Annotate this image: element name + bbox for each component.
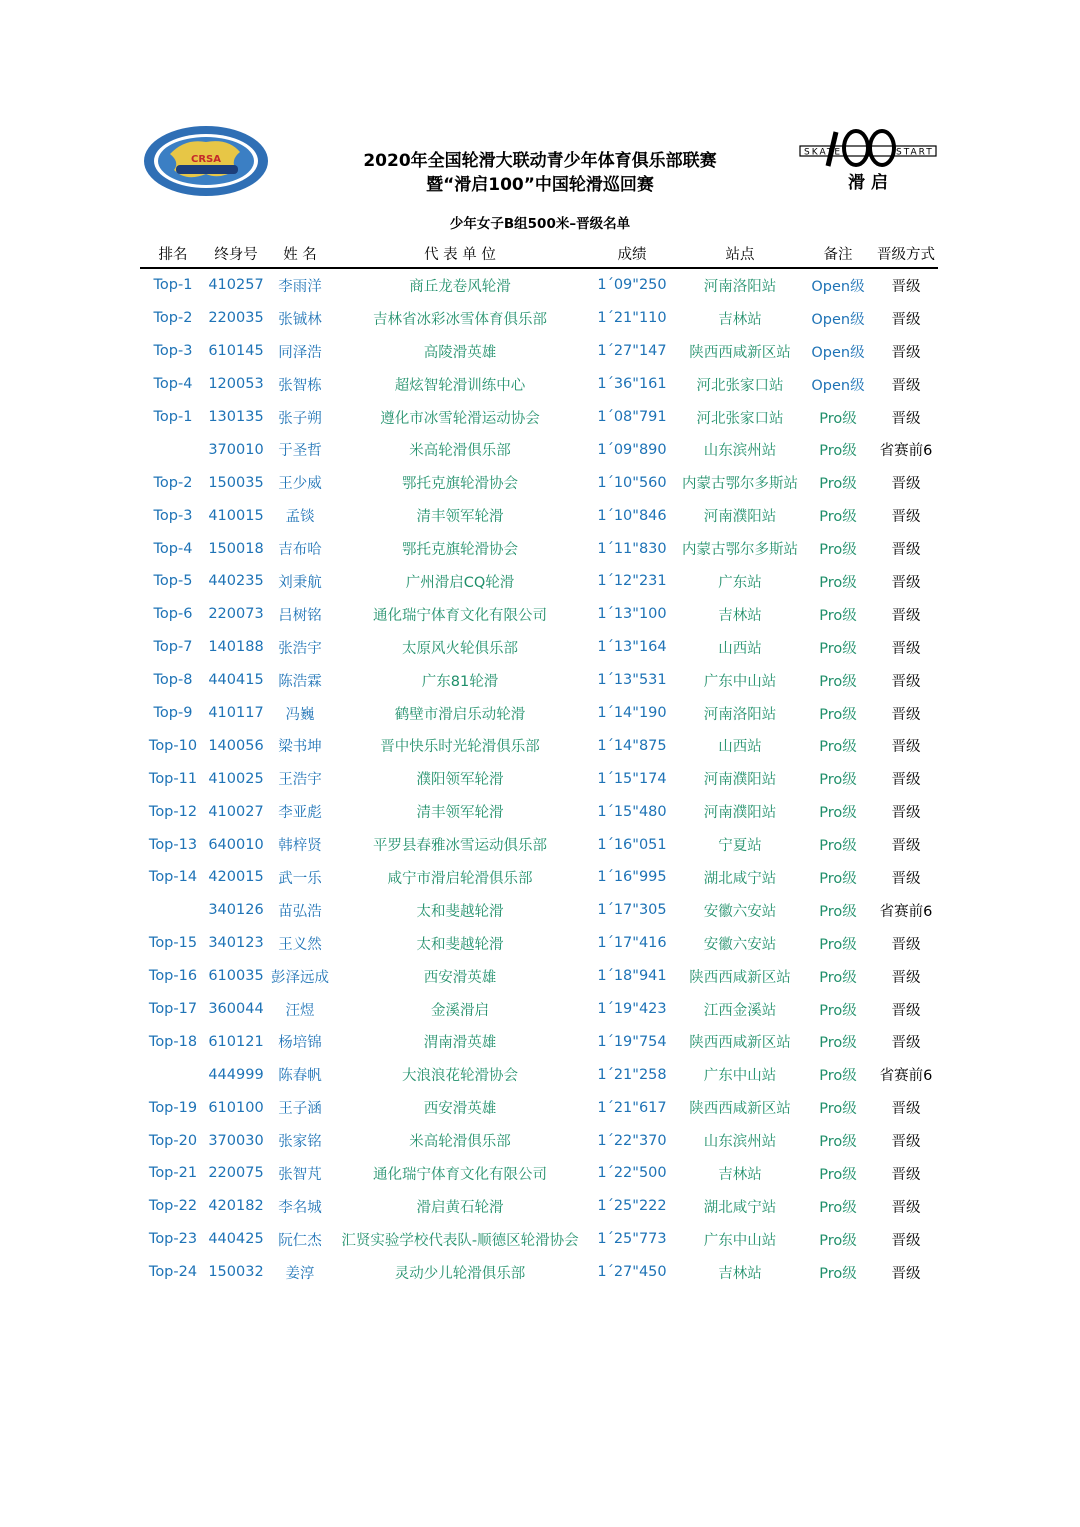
cell-result: 1´25"773 [597,1231,667,1248]
table-row [140,828,938,861]
cell-method: 省赛前6 [879,1068,933,1085]
cell-method: 晋级 [891,772,921,789]
cell-method: 晋级 [891,936,921,953]
svg-text:START: START [896,147,934,158]
cell-unit: 咸宁市滑启轮滑俱乐部 [387,870,533,887]
cell-name: 李名城 [278,1199,322,1216]
cell-method: 晋级 [891,640,921,657]
table-row [140,762,938,795]
cell-unit: 渭南滑英雄 [423,1035,497,1052]
col-header-rank: 排名 [140,239,206,268]
cell-station: 湖北咸宁站 [703,870,777,887]
cell-rank: Top-22 [148,1198,198,1215]
col-header-method: 晋级方式 [874,239,938,268]
cell-result: 1´12"231 [597,573,667,590]
cell-name: 王义然 [278,936,322,953]
cell-rank: Top-24 [148,1264,198,1281]
cell-unit: 清丰领军轮滑 [416,509,504,526]
table-row [140,1190,938,1223]
cell-rank: Top-4 [153,540,193,557]
cell-result: 1´09"890 [597,441,667,458]
cell-id: 150018 [208,540,264,557]
cell-unit: 滑启黄石轮滑 [416,1199,504,1216]
table-row [140,433,938,466]
col-header-id: 终身号 [206,239,266,268]
cell-station: 吉林站 [718,1265,762,1282]
cell-id: 640010 [208,836,264,853]
table-row [140,664,938,697]
cell-note: Pro级 [819,1166,857,1183]
cell-note: Pro级 [819,574,857,591]
cell-name: 张子朔 [278,410,322,427]
cell-result: 1´16"051 [597,836,667,853]
cell-method: 晋级 [891,1199,921,1216]
cell-station: 安徽六安站 [703,903,777,920]
cell-name: 同泽浩 [278,344,322,361]
cell-id: 610100 [208,1099,264,1116]
table-row [140,1058,938,1091]
cell-unit: 太原风火轮俱乐部 [402,640,518,657]
cell-note: Pro级 [819,805,857,822]
cell-note: Open级 [811,311,865,328]
table-row [140,960,938,993]
table-row [140,894,938,927]
cell-unit: 吉林省冰彩冰雪体育俱乐部 [373,311,547,328]
cell-id: 130135 [208,409,264,425]
cell-result: 1´27"450 [597,1264,667,1281]
cell-name: 汪煜 [285,1002,315,1019]
cell-name: 韩梓贤 [278,838,322,855]
cell-result: 1´14"875 [597,737,667,754]
cell-method: 晋级 [891,278,921,295]
cell-unit: 超炫智轮滑训练中心 [394,377,526,394]
cell-id: 420015 [208,869,264,886]
cell-station: 山东滨州站 [703,1134,777,1151]
cell-id: 220073 [208,606,264,623]
cell-unit: 通化瑞宁体育文化有限公司 [373,1166,547,1183]
cell-rank: Top-20 [148,1132,198,1149]
cell-note: Pro级 [819,410,857,427]
cell-result: 1´14"190 [597,705,667,722]
cell-name: 梁书坤 [278,739,322,756]
cell-unit: 米高轮滑俱乐部 [409,1134,511,1151]
cell-id: 340123 [208,935,264,952]
cell-result: 1´21"258 [597,1066,667,1083]
cell-id: 370030 [208,1132,264,1149]
table-row [140,1025,938,1058]
cell-note: Pro级 [819,903,857,920]
cell-id: 440425 [208,1231,264,1248]
cell-station: 山西站 [718,739,762,756]
cell-result: 1´22"500 [597,1165,667,1182]
cell-note: Open级 [811,278,865,295]
cell-station: 广东中山站 [703,673,777,690]
cell-station: 陕西西咸新区站 [689,1101,791,1118]
svg-text:滑 启: 滑 启 [848,173,888,193]
table-row [140,1223,938,1256]
cell-station: 宁夏站 [718,838,762,855]
table-row [140,335,938,368]
cell-note: Pro级 [819,969,857,986]
cell-note: Pro级 [819,739,857,756]
cell-id: 440235 [208,573,264,590]
cell-station: 河南洛阳站 [703,706,777,723]
cell-id: 140188 [208,639,264,656]
cell-note: Pro级 [819,509,857,526]
cell-note: Pro级 [819,838,857,855]
cell-station: 吉林站 [718,1166,762,1183]
cell-result: 1´17"305 [597,902,667,919]
cell-method: 晋级 [891,1265,921,1282]
cell-unit: 灵动少儿轮滑俱乐部 [394,1265,526,1282]
cell-name: 武一乐 [278,870,322,887]
table-row [140,598,938,631]
cell-rank: Top-19 [148,1099,198,1116]
cell-name: 陈春帆 [278,1068,322,1085]
cell-rank [140,894,206,927]
cell-station: 陕西西咸新区站 [689,969,791,986]
cell-name: 孟锬 [285,509,315,526]
cell-method: 晋级 [891,673,921,690]
cell-note: Open级 [811,344,865,361]
cell-station: 湖北咸宁站 [703,1199,777,1216]
cell-result: 1´19"423 [597,1001,667,1018]
cell-rank: Top-8 [153,672,193,689]
cell-note: Pro级 [819,640,857,657]
cell-note: Pro级 [819,1002,857,1019]
cell-rank: Top-12 [148,803,198,820]
cell-method: 省赛前6 [879,903,933,920]
cell-rank: Top-5 [153,573,193,590]
cell-method: 晋级 [891,311,921,328]
cell-rank: Top-4 [153,376,193,393]
cell-result: 1´13"164 [597,639,667,656]
cell-result: 1´09"250 [597,277,667,294]
cell-station: 广东中山站 [703,1232,777,1249]
cell-unit: 广州滑启CQ轮滑 [405,574,515,591]
cell-note: Pro级 [819,1265,857,1282]
qualifier-table [140,239,938,1289]
table-row [140,302,938,335]
cell-note: Pro级 [819,476,857,493]
table-row [140,993,938,1026]
cell-result: 1´21"110 [597,310,667,327]
table-row [140,729,938,762]
cell-name: 冯巍 [285,706,315,723]
cell-rank: Top-3 [153,343,193,360]
cell-name: 刘秉航 [278,574,322,591]
cell-rank: Top-9 [153,705,193,722]
cell-station: 陕西西咸新区站 [689,1035,791,1052]
cell-method: 晋级 [891,1002,921,1019]
cell-name: 姜淳 [285,1265,315,1282]
table-row [140,532,938,565]
cell-rank: Top-3 [153,507,193,524]
cell-result: 1´18"941 [597,968,667,985]
cell-name: 张浩宇 [278,640,322,657]
svg-text:SKATE: SKATE [804,147,843,158]
cell-note: Open级 [811,377,865,394]
cell-rank [140,433,206,466]
cell-result: 1´17"416 [597,935,667,952]
cell-result: 1´25"222 [597,1198,667,1215]
cell-station: 广东中山站 [703,1068,777,1085]
cell-station: 内蒙古鄂尔多斯站 [682,476,798,493]
cell-result: 1´36"161 [597,376,667,393]
cell-unit: 通化瑞宁体育文化有限公司 [373,607,547,624]
table-row [140,368,938,401]
cell-method: 晋级 [891,1232,921,1249]
cell-method: 晋级 [891,344,921,361]
cell-unit: 鄂托克旗轮滑协会 [402,476,518,493]
cell-note: Pro级 [819,443,857,460]
col-header-station: 站点 [678,239,802,268]
cell-station: 河南洛阳站 [703,278,777,295]
table-row [140,565,938,598]
cell-name: 王浩宇 [278,772,322,789]
cell-unit: 米高轮滑俱乐部 [409,443,511,460]
cell-method: 晋级 [891,739,921,756]
cell-id: 370010 [208,441,264,458]
cell-unit: 大浪浪花轮滑协会 [402,1068,518,1085]
cell-name: 吕树铭 [278,607,322,624]
cell-method: 晋级 [891,870,921,887]
event-title-line1: 2020年全国轮滑大联动青少年体育俱乐部联赛 [363,151,717,171]
cell-name: 李雨洋 [278,278,322,295]
cell-name: 杨培锦 [278,1035,322,1052]
cell-station: 吉林站 [718,607,762,624]
cell-rank: Top-23 [148,1231,198,1248]
cell-result: 1´19"754 [597,1033,667,1050]
cell-result: 1´10"846 [597,507,667,524]
cell-method: 晋级 [891,476,921,493]
table-row [140,861,938,894]
table-row [140,927,938,960]
cell-method: 晋级 [891,1101,921,1118]
cell-result: 1´27"147 [597,343,667,360]
cell-rank: Top-1 [153,277,193,294]
cell-unit: 广东81轮滑 [421,673,499,690]
cell-unit: 平罗县春雅冰雪运动俱乐部 [373,838,547,855]
cell-method: 晋级 [891,410,921,427]
cell-note: Pro级 [819,673,857,690]
cell-station: 河南濮阳站 [703,805,777,822]
cell-result: 1´10"560 [597,474,667,491]
cell-method: 晋级 [891,1166,921,1183]
cell-method: 晋级 [891,574,921,591]
cell-name: 于圣哲 [278,443,322,460]
cell-id: 610121 [208,1033,264,1050]
cell-name: 吉布哈 [278,542,322,559]
cell-id: 410015 [208,507,264,524]
cell-name: 陈浩霖 [278,673,322,690]
cell-note: Pro级 [819,936,857,953]
col-header-name: 姓 名 [266,239,334,268]
cell-note: Pro级 [819,1068,857,1085]
cell-id: 420182 [208,1198,264,1215]
cell-rank: Top-21 [148,1165,198,1182]
cell-unit: 濮阳领军轮滑 [416,772,504,789]
cell-name: 张家铭 [278,1134,322,1151]
cell-note: Pro级 [819,1134,857,1151]
cell-unit: 西安滑英雄 [423,969,497,986]
cell-id: 120053 [208,376,264,393]
cell-rank: Top-18 [148,1033,198,1050]
cell-id: 340126 [208,902,264,919]
cell-id: 444999 [208,1066,264,1083]
svg-text:CRSA: CRSA [191,154,221,165]
cell-result: 1´16"995 [597,869,667,886]
cell-rank: Top-2 [153,310,193,327]
cell-unit: 西安滑英雄 [423,1101,497,1118]
cell-station: 河北张家口站 [696,410,784,427]
cell-name: 张智芃 [278,1166,322,1183]
table-row [140,1124,938,1157]
col-header-note: 备注 [802,239,874,268]
cell-station: 河南濮阳站 [703,509,777,526]
table-row [140,268,938,302]
cell-id: 610035 [208,968,264,985]
cell-note: Pro级 [819,772,857,789]
cell-rank: Top-11 [148,770,198,787]
cell-note: Pro级 [819,1035,857,1052]
cell-unit: 晋中快乐时光轮滑俱乐部 [380,739,540,756]
cell-result: 1´13"531 [597,672,667,689]
table-row [140,1091,938,1124]
cell-unit: 鄂托克旗轮滑协会 [402,542,518,559]
cell-method: 省赛前6 [879,443,933,460]
cell-id: 440415 [208,672,264,689]
cell-method: 晋级 [891,706,921,723]
table-row [140,697,938,730]
cell-rank: Top-6 [153,606,193,623]
cell-unit: 高陵滑英雄 [423,344,497,361]
cell-result: 1´21"617 [597,1099,667,1116]
cell-method: 晋级 [891,1134,921,1151]
cell-rank: Top-16 [148,968,198,985]
event-title-line2: 暨“滑启100”中国轮滑巡回赛 [426,175,654,195]
list-subtitle: 少年女子B组500米–晋级名单 [449,216,631,232]
cell-id: 410027 [208,803,264,820]
cell-name: 张智栋 [278,377,322,394]
cell-result: 1´15"480 [597,803,667,820]
cell-id: 410025 [208,770,264,787]
cell-method: 晋级 [891,969,921,986]
cell-unit: 清丰领军轮滑 [416,805,504,822]
cell-id: 150035 [208,474,264,491]
cell-unit: 太和斐越轮滑 [416,936,504,953]
cell-method: 晋级 [891,509,921,526]
cell-name: 王少威 [278,476,322,493]
cell-rank: Top-7 [153,639,193,656]
cell-unit: 遵化市冰雪轮滑运动协会 [380,410,540,427]
cell-station: 内蒙古鄂尔多斯站 [682,542,798,559]
cell-rank: Top-14 [148,869,198,886]
cell-rank: Top-15 [148,935,198,952]
cell-result: 1´13"100 [597,606,667,623]
cell-id: 360044 [208,1001,264,1018]
cell-id: 150032 [208,1264,264,1281]
cell-rank [140,1058,206,1091]
cell-unit: 商丘龙卷风轮滑 [409,278,511,295]
cell-name: 彭泽远成 [271,969,329,986]
cell-station: 吉林站 [718,311,762,328]
cell-rank: Top-10 [148,737,198,754]
cell-name: 王子涵 [278,1101,322,1118]
cell-method: 晋级 [891,542,921,559]
cell-note: Pro级 [819,870,857,887]
table-row [140,1256,938,1289]
cell-result: 1´08"791 [597,409,667,425]
cell-unit: 鹤壁市滑启乐动轮滑 [394,706,526,723]
cell-station: 河北张家口站 [696,377,784,394]
cell-rank: Top-2 [153,474,193,491]
table-row [140,631,938,664]
cell-station: 安徽六安站 [703,936,777,953]
col-header-unit: 代 表 单 位 [334,239,586,268]
cell-method: 晋级 [891,607,921,624]
cell-rank: Top-1 [153,409,193,425]
cell-result: 1´11"830 [597,540,667,557]
table-row [140,401,938,434]
cell-note: Pro级 [819,1199,857,1216]
cell-id: 610145 [208,343,264,360]
cell-station: 陕西西咸新区站 [689,344,791,361]
cell-id: 410257 [208,277,264,294]
cell-name: 阮仁杰 [278,1232,322,1249]
cell-name: 李亚彪 [278,805,322,822]
cell-note: Pro级 [819,706,857,723]
cell-method: 晋级 [891,1035,921,1052]
cell-unit: 金溪滑启 [431,1002,489,1019]
cell-result: 1´22"370 [597,1132,667,1149]
cell-note: Pro级 [819,542,857,559]
cell-station: 河南濮阳站 [703,772,777,789]
cell-id: 220075 [208,1165,264,1182]
cell-note: Pro级 [819,1101,857,1118]
cell-id: 410117 [208,705,264,722]
cell-method: 晋级 [891,838,921,855]
cell-station: 山东滨州站 [703,443,777,460]
cell-method: 晋级 [891,377,921,394]
cell-id: 220035 [208,310,264,327]
cell-rank: Top-17 [148,1001,198,1018]
cell-note: Pro级 [819,607,857,624]
table-row [140,466,938,499]
col-header-result: 成绩 [586,239,678,268]
table-header-row [140,239,938,268]
table-row [140,795,938,828]
cell-id: 140056 [208,737,264,754]
cell-unit: 太和斐越轮滑 [416,903,504,920]
cell-station: 山西站 [718,640,762,657]
cell-unit: 汇贤实验学校代表队-顺德区轮滑协会 [341,1232,579,1249]
cell-note: Pro级 [819,1232,857,1249]
cell-station: 江西金溪站 [703,1002,777,1019]
cell-name: 苗弘浩 [278,903,322,920]
cell-rank: Top-13 [148,836,198,853]
cell-method: 晋级 [891,805,921,822]
cell-result: 1´15"174 [597,770,667,787]
cell-station: 广东站 [718,574,762,591]
table-row [140,1157,938,1190]
cell-name: 张铖林 [278,311,322,328]
table-row [140,499,938,532]
